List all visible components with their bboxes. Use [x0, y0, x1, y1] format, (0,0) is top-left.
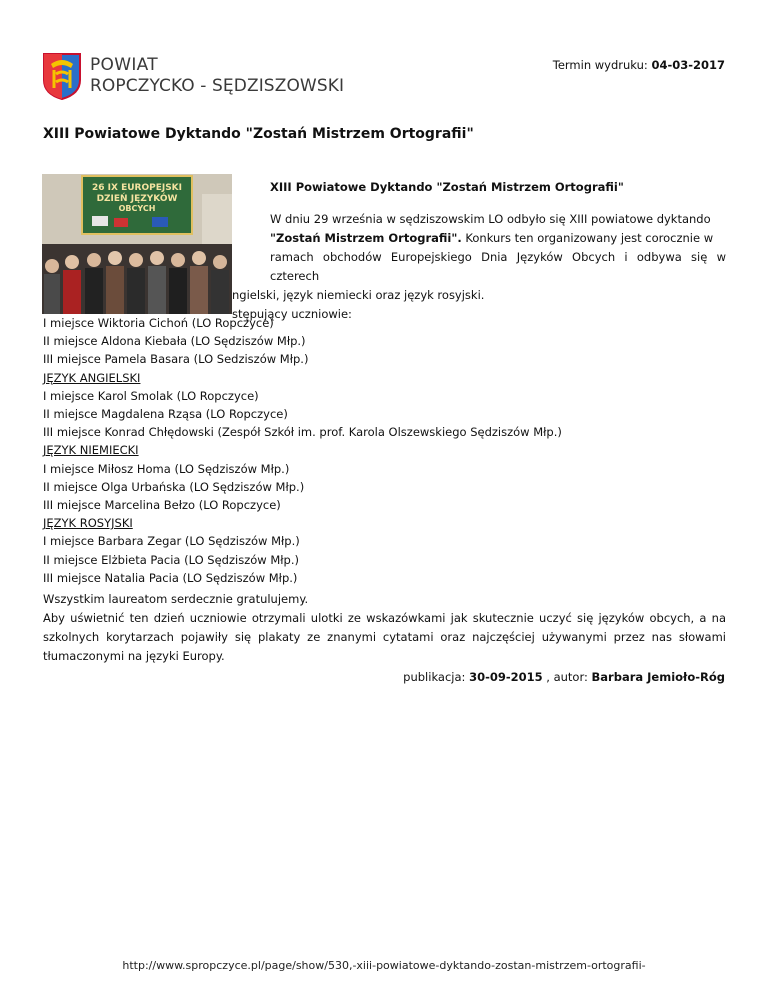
list-item: I miejsce Miłosz Homa (LO Sędziszów Młp.) — [43, 461, 290, 476]
intro-line: stępujący uczniowie: — [232, 307, 352, 321]
closing-paragraph: Aby uświetnić ten dzień uczniowie otrzymali ulotki ze wskazówkami jak skutecznie uczyć się języków obcych, a na szkolnych korytarzach pojawiły się plakaty ze znanymi cytatami oraz najczęściej używanymi przez nas słowami tłumaczonymi na języki Europy. — [43, 611, 726, 663]
results-list — [43, 314, 562, 587]
list-item: I miejsce Wiktoria Cichoń (LO Ropczyce) — [43, 316, 274, 330]
list-item: II miejsce Aldona Kiebała (LO Sędziszów Młp.) — [43, 334, 306, 349]
pub-label: publikacja: — [403, 670, 466, 684]
site-logo[interactable] — [42, 52, 344, 100]
list-item: I miejsce Karol Smolak (LO Ropczyce) — [43, 388, 259, 403]
article-intro — [232, 210, 726, 324]
intro-line: ramach obchodów Europejskiego Dnia Języków Obcych i odbywa się w czterech — [270, 250, 726, 283]
list-item: III miejsce Konrad Chłędowski (Zespół Szkół im. prof. Karola Olszewskiego Sędziszów Młp.) — [43, 425, 562, 440]
section-heading-russian: JĘZYK ROSYJSKI — [43, 516, 133, 531]
author-name: Barbara Jemioło-Róg — [591, 670, 725, 684]
intro-line — [232, 229, 726, 248]
intro-rest: Konkurs ten organizowany jest corocznie w — [461, 231, 714, 245]
closing-line: Wszystkim laureatom serdecznie gratulujemy. — [43, 592, 309, 606]
photo-banner-2: DZIEŃ JĘZYKÓW — [96, 194, 178, 204]
print-date-line — [553, 58, 725, 72]
publication-info — [403, 670, 725, 684]
list-item: II miejsce Olga Urbańska (LO Sędziszów Młp.) — [43, 479, 305, 494]
logo-line-2: ROPCZYCKO - SĘDZISZOWSKI — [90, 76, 345, 96]
coat-of-arms-icon — [42, 52, 82, 100]
section-heading-german: JĘZYK NIEMIECKI — [43, 443, 139, 458]
article-photo — [42, 174, 232, 314]
list-item: III miejsce Marcelina Bełzo (LO Ropczyce) — [43, 498, 281, 513]
closing-text — [43, 590, 726, 666]
intro-bold: "Zostań Mistrzem Ortografii". — [270, 231, 462, 245]
section-heading-english: JĘZYK ANGIELSKI — [43, 370, 141, 385]
list-item: II miejsce Elżbieta Pacia (LO Sędziszów Młp.) — [43, 552, 299, 567]
print-date: 04-03-2017 — [651, 58, 725, 72]
footer-url[interactable]: http://www.spropczyce.pl/page/show/530,-xiii-powiatowe-dyktando-zostan-mistrzem-ortografii- — [122, 959, 646, 972]
list-item: II miejsce Magdalena Rząsa (LO Ropczyce) — [43, 407, 288, 422]
photo-banner-1: 26 IX EUROPEJSKI — [91, 183, 183, 193]
intro-line: W dniu 29 września w sędziszowskim LO odbyło się XIII powiatowe dyktando — [270, 212, 711, 226]
page-title: XIII Powiatowe Dyktando "Zostań Mistrzem Ortografii" — [43, 126, 474, 142]
logo-line-1: POWIAT — [90, 55, 158, 75]
list-item: III miejsce Pamela Basara (LO Sedziszów Młp.) — [43, 352, 309, 367]
photo-banner-3: OBCYCH — [118, 204, 156, 213]
print-label: Termin wydruku: — [552, 58, 648, 72]
pub-date: 30-09-2015 — [469, 670, 543, 684]
author-label: , autor: — [546, 670, 588, 684]
list-item: III miejsce Natalia Pacia (LO Sędziszów Młp.) — [43, 570, 298, 585]
intro-line: ngielski, język niemiecki oraz język rosyjski. — [232, 288, 485, 302]
list-item: I miejsce Barbara Zegar (LO Sędziszów Młp.) — [43, 534, 300, 549]
article-title: XIII Powiatowe Dyktando "Zostań Mistrzem Ortografii" — [270, 180, 624, 194]
logo-text — [90, 55, 344, 97]
